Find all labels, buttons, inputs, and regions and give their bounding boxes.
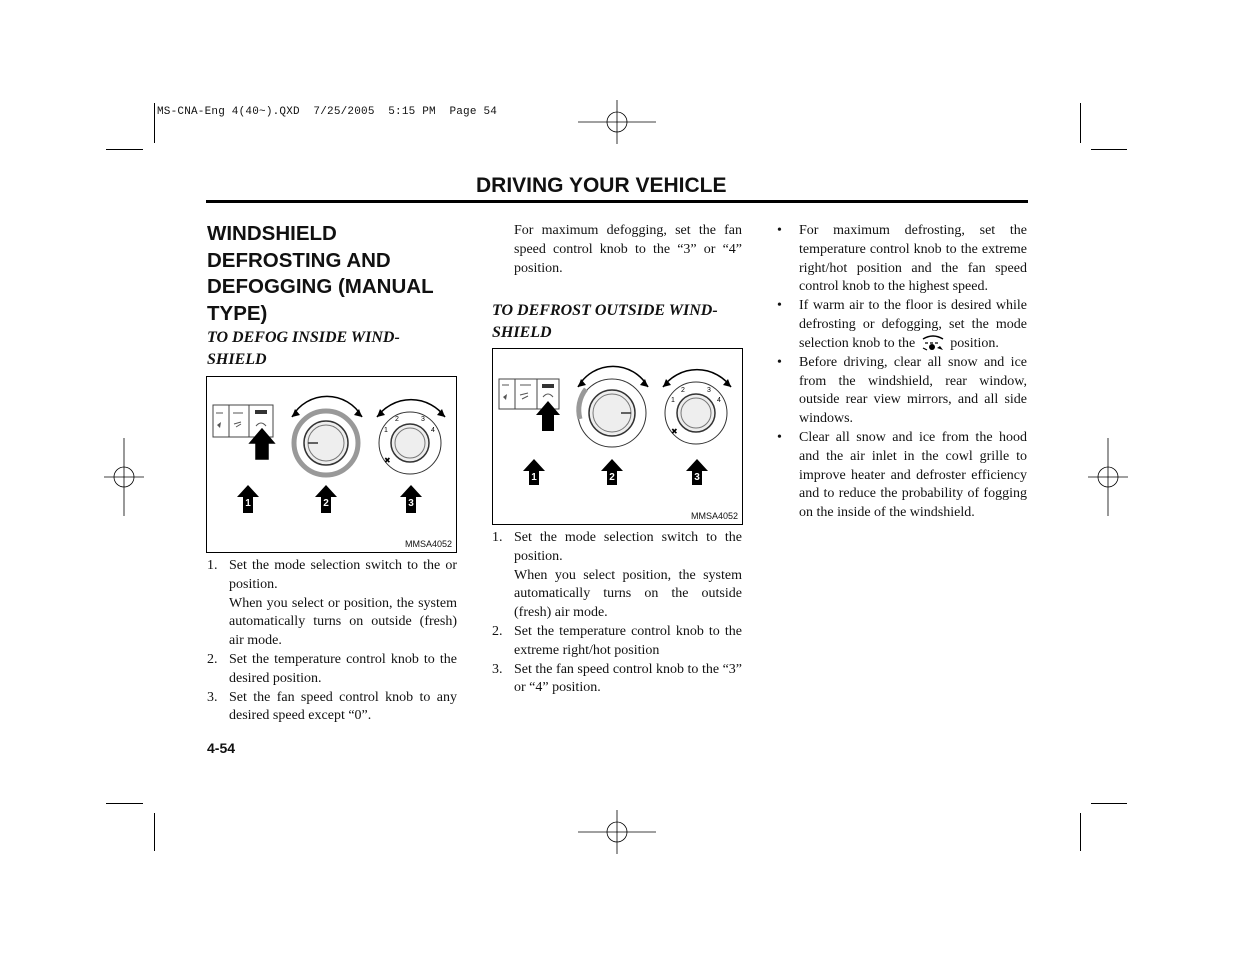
bullet-text-continued: position.: [950, 336, 999, 351]
step-number: 3.: [492, 661, 503, 677]
list-item: [207, 689, 457, 727]
step-text: Set the temperature control knob to the extreme right/hot position: [514, 623, 742, 658]
callout-label: 1: [531, 472, 537, 483]
registration-mark-icon: [1088, 438, 1128, 516]
list-item: [207, 595, 457, 651]
figure-code: MMSA4052: [404, 539, 452, 549]
page-number: 4-54: [207, 740, 236, 756]
svg-text:4: 4: [431, 427, 435, 434]
bullet-symbol: •: [777, 429, 782, 445]
crop-mark: [106, 803, 143, 804]
step-text: When you select position, the system automatically turns on the outside (fresh) air mode.: [514, 567, 742, 621]
tips-list: [777, 222, 1027, 523]
list-item: [492, 529, 742, 567]
up-arrow-callout-icon: [523, 459, 708, 485]
crop-mark: [1080, 813, 1081, 851]
list-item: [492, 623, 742, 661]
defrost-steps: [492, 529, 742, 698]
svg-text:4: 4: [717, 397, 721, 404]
defrost-heading: TO DEFROST OUTSIDE WIND-SHIELD: [492, 302, 718, 341]
list-item: [777, 222, 1027, 297]
svg-text:✖: ✖: [671, 427, 678, 436]
callout-label: 3: [694, 472, 700, 483]
step-text: Set the fan speed control knob to the “3” or “4” position.: [514, 661, 742, 696]
crop-mark: [106, 149, 143, 150]
bullet-symbol: •: [777, 298, 782, 314]
callout-label: 1: [245, 498, 251, 509]
crop-mark: [1091, 803, 1127, 804]
list-item: [492, 661, 742, 699]
control-panel-illustration: [207, 377, 456, 552]
svg-text:3: 3: [707, 387, 711, 394]
section-title: DRIVING YOUR VEHICLE: [476, 174, 727, 197]
callout-label: 3: [408, 498, 414, 509]
crop-mark: [1091, 149, 1127, 150]
defog-heading: TO DEFOG INSIDE WIND-SHIELD: [207, 329, 400, 368]
defog-steps: [207, 557, 457, 726]
figure-code: MMSA4052: [690, 511, 738, 521]
bullet-symbol: •: [777, 223, 782, 238]
svg-text:1: 1: [384, 427, 388, 434]
svg-text:✖: ✖: [384, 456, 391, 465]
callout-label: 2: [323, 498, 329, 509]
bullet-text: Clear all snow and ice from the hood and the air inlet in the cowl grille to improve heater and defroster efficiency and to reduce the probability of fogging on the inside of the windshield.: [799, 429, 1027, 521]
step-text: Set the fan speed control knob to any desired speed except “0”.: [229, 689, 457, 724]
step-text: When you select or position, the system automatically turns on outside (fresh) air mode.: [229, 595, 457, 649]
registration-mark-icon: [104, 438, 144, 516]
defog-extra-paragraph: For maximum defogging, set the fan speed control knob to the “3” or “4” position.: [514, 223, 742, 276]
registration-mark-icon: [578, 100, 656, 144]
crop-mark: [154, 813, 155, 851]
svg-text:2: 2: [395, 416, 399, 423]
svg-text:1: 1: [671, 397, 675, 404]
step-number: 2.: [492, 623, 503, 639]
step-number: 3.: [207, 689, 218, 705]
step-number: 2.: [207, 651, 218, 667]
list-item: [777, 429, 1027, 523]
list-item: [777, 354, 1027, 429]
svg-text:2: 2: [681, 387, 685, 394]
callout-label: 2: [609, 472, 615, 483]
step-text: Set the mode selection switch to the position.: [514, 530, 742, 564]
list-item: [492, 567, 742, 623]
up-arrow-callout-icon: [237, 485, 422, 513]
floor-defrost-mode-icon: [919, 335, 947, 353]
main-heading: WINDSHIELD DEFROSTING AND DEFOGGING (MANUAL TYPE): [207, 222, 434, 325]
bullet-text: If warm air to the floor is desired while defrosting or defogging, set the mode selection knob to the: [799, 298, 1027, 351]
bullet-symbol: •: [777, 354, 782, 370]
step-text: Set the mode selection switch to the or position.: [229, 558, 457, 592]
svg-text:3: 3: [421, 416, 425, 423]
step-number: 1.: [492, 530, 503, 545]
control-panel-illustration: [493, 349, 742, 524]
crop-mark: [154, 103, 155, 143]
list-item: [207, 651, 457, 689]
bullet-text: For maximum defrosting, set the temperature control knob to the extreme right/hot position and the fan speed control knob to the highest speed.: [799, 223, 1027, 295]
defog-figure: [206, 376, 457, 553]
crop-mark: [1080, 103, 1081, 143]
registration-mark-icon: [578, 810, 656, 854]
defrost-figure: [492, 348, 743, 525]
step-text: Set the temperature control knob to the desired position.: [229, 651, 457, 686]
print-slug: MS-CNA-Eng 4(40~).QXD 7/25/2005 5:15 PM Page 54: [157, 106, 498, 118]
step-number: 1.: [207, 558, 218, 573]
bullet-text: Before driving, clear all snow and ice from the windshield, rear window, outside rear view mirrors, and all side windows.: [799, 354, 1027, 427]
list-item: [777, 297, 1027, 354]
list-item: [207, 557, 457, 595]
header-rule: [206, 200, 1028, 203]
